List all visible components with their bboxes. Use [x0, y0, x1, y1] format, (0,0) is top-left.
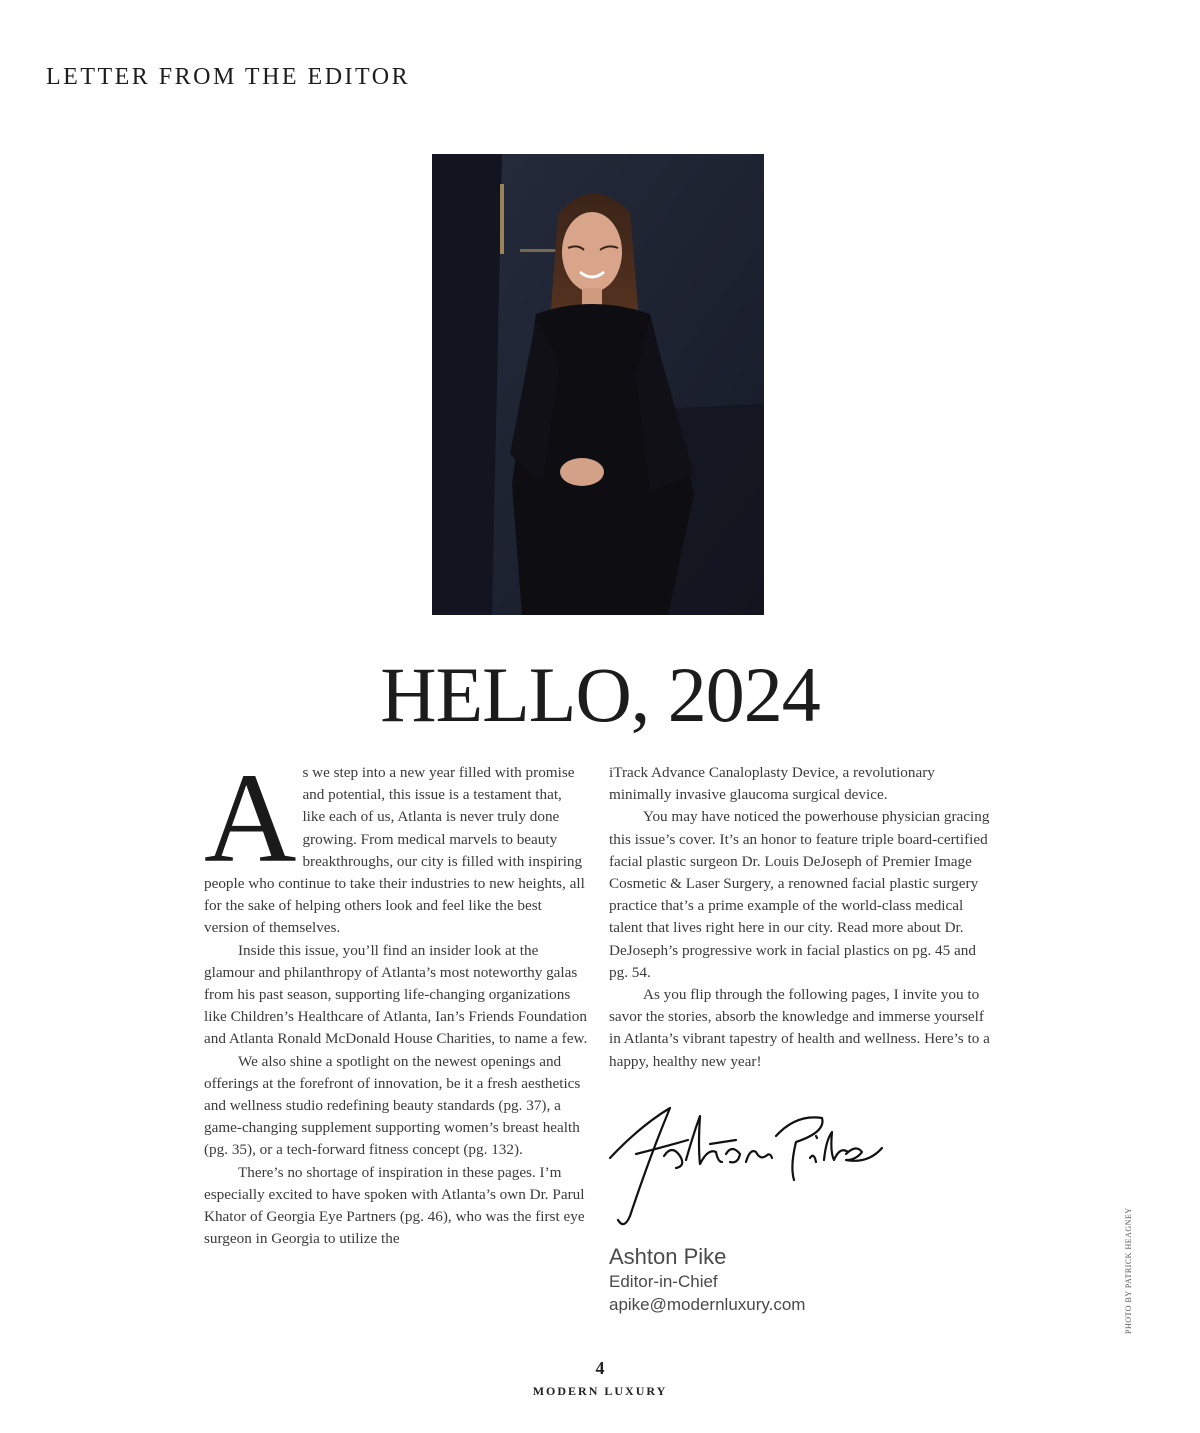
- body-column-right: [609, 762, 995, 1073]
- page-number: 4: [595, 1358, 605, 1378]
- editor-name: Ashton Pike: [609, 1244, 727, 1269]
- body-paragraph: There’s no shortage of inspiration in these pages. I’m especially excited to have spoken with Atlanta’s own Dr. Parul Khator of Georgia Eye Partners (pg. 46), who was the first eye surgeon in Georgia to utilize the: [204, 1163, 585, 1248]
- body-paragraph: s we step into a new year filled with promise and potential, this issue is a testament that, like each of us, Atlanta is never truly done growing. From medical marvels to beauty breakthroughs, our city is filled with inspiring people who continue to take their industries to new heights, all for the sake of helping others look and feel like the best version of themselves.: [204, 764, 585, 937]
- editor-signature: [600, 1096, 890, 1236]
- photo-credit: PHOTO BY PATRICK HEAGNEY: [1124, 1207, 1133, 1334]
- body-paragraph: We also shine a spotlight on the newest openings and offerings at the forefront of innovation, be it a fresh aesthetics and wellness studio redefining beauty standards (pg. 37), a game-changing supplement supporting women’s breast health (pg. 35), or a tech-forward fitness concept (pg. 132).: [204, 1052, 581, 1159]
- body-paragraph: iTrack Advance Canaloplasty Device, a revolutionary minimally invasive glaucoma surgical device.: [609, 764, 935, 804]
- editor-portrait-photo: [432, 154, 764, 615]
- body-paragraph: As you flip through the following pages, I invite you to savor the stories, absorb the knowledge and immerse yourself in Atlanta’s vibrant tapestry of health and wellness. Here’s to a happy, healthy new year!: [609, 986, 990, 1070]
- drop-cap: A: [204, 747, 297, 889]
- body-column-left: [204, 747, 588, 1250]
- body-paragraph: You may have noticed the powerhouse physician gracing this issue’s cover. It’s an honor to feature triple board-certified facial plastic surgeon Dr. Louis DeJoseph of Premier Image Cosmetic & Laser Surgery, a renowned facial plastic surgery practice that’s a prime example of the world-class medical talent that lives right here in our city. Read more about Dr. DeJoseph’s progressive work in facial plastics on pg. 45 and pg. 54.: [609, 808, 990, 981]
- body-paragraph: Inside this issue, you’ll find an insider look at the glamour and philanthropy of Atlanta’s most noteworthy galas from his past season, supporting life-changing organizations like Children’s Healthcare of Atlanta, Ian’s Friends Foundation and Atlanta Ronald McDonald House Charities, to name a few.: [204, 941, 588, 1048]
- section-label: LETTER FROM THE EDITOR: [46, 64, 411, 90]
- editor-email[interactable]: apike@modernluxury.com: [609, 1295, 806, 1314]
- headline: HELLO, 2024: [380, 651, 820, 738]
- editor-title: Editor-in-Chief: [609, 1272, 718, 1291]
- footer-brand: MODERN LUXURY: [532, 1384, 668, 1398]
